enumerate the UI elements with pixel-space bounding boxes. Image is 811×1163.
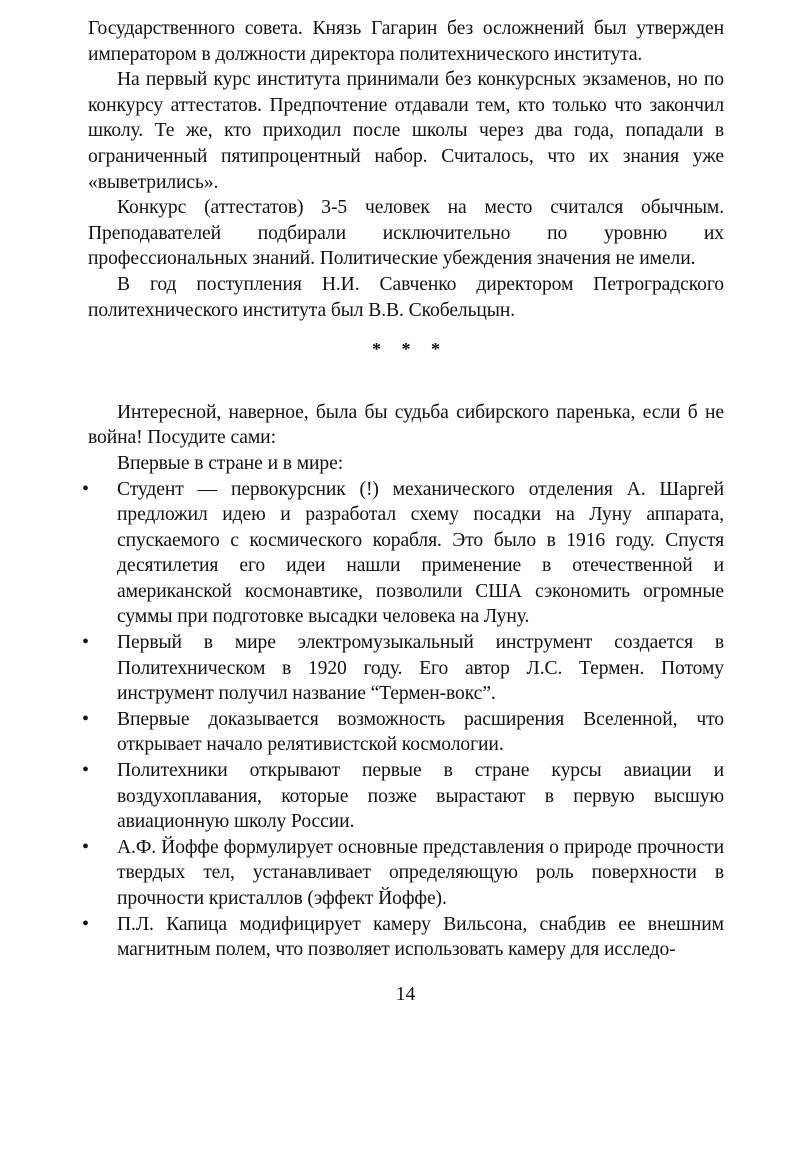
paragraph: В год поступления Н.И. Савченко директором Петроградского политехнического института был В.В. Скобельцын. [88, 273, 724, 321]
list-item-text: Студент — первокурсник (!) механического отделения А. Шаргей предложил идею и разработал схему посадки на Луну аппарата, спускаемого с космического корабля. Это было в 1916 году. Спустя десятилетия его идеи нашли применение в отечественной и американской космонавтике, позволили США сэкономить огромные суммы при подготовке высадки человека на Луну. [117, 478, 724, 628]
section-separator: * * * [372, 339, 448, 360]
list-item [82, 835, 724, 912]
bullet-dot: • [82, 707, 89, 730]
paragraph: На первый курс института принимали без конкурсных экзаменов, но по конкурсу аттестатов. Предпочтение отдавали тем, кто только что закончил школу. Те же, кто приходил после школы через два года, попадали в ограниченный пятипроцентный набор. Считалось, что их знания уже «выветрились». [88, 69, 724, 193]
list-item [82, 912, 724, 963]
list-item [82, 630, 724, 707]
top-paragraphs [88, 16, 724, 323]
bullet-dot: • [82, 835, 89, 858]
bullet-dot: • [82, 477, 89, 500]
bullet-dot: • [82, 631, 89, 654]
list-item-text: Политехники открывают первые в стране курсы авиации и воздухоплавания, которые позже вырастают в первую высшую авиационную школу России. [117, 760, 724, 833]
list-item [82, 477, 724, 631]
page-number: 14 [395, 984, 416, 1005]
list-item-text: Впервые доказывается возможность расширения Вселенной, что открывает начало релятивистской космологии. [117, 708, 724, 756]
list-item [82, 758, 724, 835]
page-body [82, 16, 724, 963]
paragraph: Интересной, наверное, была бы судьба сибирского паренька, если б не война! Посудите сами: [88, 401, 724, 449]
bullet-dot: • [82, 759, 89, 782]
list-item-text: П.Л. Капица модифицирует камеру Вильсона, снабдив ее внешним магнитным полем, что позволяет использовать камеру для исследо- [117, 913, 724, 961]
bullet-list [82, 477, 724, 963]
list-item-text: А.Ф. Йоффе формулирует основные представления о природе прочности твердых тел, устанавливает определяющую роль поверхности в прочности кристаллов (эффект Йоффе). [117, 836, 724, 909]
paragraph: Впервые в стране и в мире: [117, 452, 344, 474]
bullet-dot: • [82, 912, 89, 935]
list-item [82, 707, 724, 758]
paragraph: Государственного совета. Князь Гагарин без осложнений был утвержден императором в должности директора политехнического института. [88, 18, 724, 65]
middle-paragraphs [88, 400, 724, 477]
paragraph: Конкурс (аттестатов) 3-5 человек на место считался обычным. Преподавателей подбирали исключительно по уровню их профессиональных знаний. Политические убеждения значения не имели. [88, 197, 724, 270]
list-item-text: Первый в мире электромузыкальный инструмент создается в Политехническом в 1920 году. Его автор Л.С. Термен. Потому инструмент получил название “Термен-вокс”. [117, 632, 724, 705]
